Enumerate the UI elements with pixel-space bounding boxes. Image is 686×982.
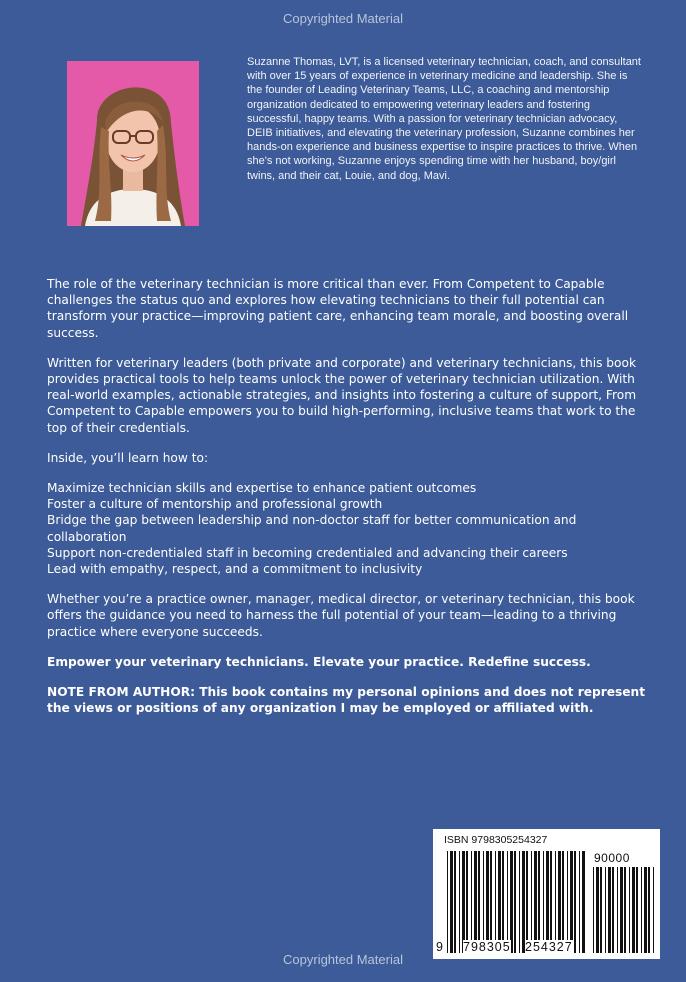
barcode-bar bbox=[617, 867, 618, 953]
barcode-bar bbox=[582, 851, 585, 953]
description-paragraph-2: Written for veterinary leaders (both private and corporate) and veterinary technicians, this book provides practical tools to help teams unlock the power of veterinary technician utilization. With real-world examples, actionable strategies, and insights into fostering a culture of support, From Competent to Capable empowers you to build high-performing, inclusive teams that work to the top of their credentials. bbox=[47, 355, 637, 435]
isbn-digit-group-2: 254327 bbox=[525, 940, 573, 954]
barcode-bar bbox=[466, 851, 468, 953]
list-item: Bridge the gap between leadership and non-doctor staff for better communication and collaboration bbox=[47, 513, 577, 544]
description-paragraph-1: The role of the veterinary technician is more critical than ever. From Competent to Capable challenges the status quo and explores how elevating technicians to their full potential can transform your practice—improving patient care, enhancing team morale, and boosting overall success. bbox=[47, 277, 629, 340]
barcode-bar bbox=[459, 851, 460, 953]
barcode-bar bbox=[562, 851, 564, 953]
barcode-bar bbox=[522, 851, 525, 953]
barcode-bar bbox=[507, 851, 508, 953]
barcode-bar bbox=[629, 867, 630, 953]
isbn-barcode bbox=[433, 829, 660, 959]
barcode-bar bbox=[490, 851, 492, 953]
barcode-bar bbox=[531, 851, 532, 953]
isbn-digit-first: 9 bbox=[436, 940, 444, 954]
barcode-bar bbox=[519, 851, 520, 953]
barcode-bar bbox=[653, 867, 654, 953]
barcode-bar bbox=[624, 867, 626, 953]
isbn-digit-group-1: 798305 bbox=[463, 940, 511, 954]
tagline: Empower your veterinary technicians. Elevate your practice. Redefine success. bbox=[47, 654, 591, 669]
barcode-bar bbox=[471, 851, 472, 953]
barcode-bar bbox=[462, 851, 465, 953]
barcode-bar bbox=[483, 851, 484, 953]
barcode-bar bbox=[454, 851, 456, 953]
watermark-top: Copyrighted Material bbox=[283, 11, 403, 26]
closing-paragraph: Whether you’re a practice owner, manager, medical director, or veterinary technician, this book offers the guidance you need to harness the full potential of your team—leading to a thriving practice where everyone succeeds. bbox=[47, 592, 635, 639]
barcode-bar bbox=[608, 867, 611, 953]
isbn-label: ISBN 9798305254327 bbox=[444, 834, 548, 846]
barcode-bar bbox=[558, 851, 561, 953]
barcode-bar bbox=[534, 851, 537, 953]
barcode-bar bbox=[648, 867, 650, 953]
list-item: Maximize technician skills and expertise to enhance patient outcomes bbox=[47, 481, 477, 496]
barcode-bar bbox=[450, 851, 453, 953]
barcode-bar bbox=[502, 851, 504, 953]
barcode-bar bbox=[600, 867, 602, 953]
barcode-bar bbox=[567, 851, 568, 953]
list-item: Foster a culture of mentorship and professional growth bbox=[47, 497, 383, 512]
barcode-bar bbox=[510, 851, 513, 953]
barcode-bar bbox=[596, 867, 599, 953]
barcode-bar bbox=[641, 867, 642, 953]
barcode-bar bbox=[570, 851, 573, 953]
barcode-bar bbox=[495, 851, 496, 953]
barcode-bar bbox=[605, 867, 606, 953]
book-description bbox=[47, 276, 647, 730]
list-item: Support non-credentialed staff in becoming credentialed and advancing their careers bbox=[47, 545, 568, 560]
author-photo bbox=[67, 61, 199, 226]
barcode-bar bbox=[555, 851, 556, 953]
price-code: 90000 bbox=[594, 851, 630, 865]
barcode-bar bbox=[612, 867, 614, 953]
barcode-bar bbox=[514, 851, 516, 953]
barcode-bar bbox=[644, 867, 647, 953]
barcode-bar bbox=[447, 851, 448, 953]
barcode-bar bbox=[538, 851, 540, 953]
learning-list bbox=[47, 480, 647, 577]
barcode-bar bbox=[579, 851, 580, 953]
barcode-bar bbox=[546, 851, 549, 953]
barcode-bar bbox=[574, 851, 576, 953]
barcode-bar bbox=[474, 851, 477, 953]
list-item: Lead with empathy, respect, and a commitment to inclusivity bbox=[47, 562, 423, 577]
barcode-bar bbox=[478, 851, 480, 953]
barcode-bar bbox=[636, 867, 638, 953]
barcode-bar bbox=[550, 851, 552, 953]
barcode-bar bbox=[632, 867, 635, 953]
author-portrait-illustration bbox=[67, 61, 199, 226]
author-note: NOTE FROM AUTHOR: This book contains my personal opinions and does not represent the views or positions of any organization I may be employed or affiliated with. bbox=[47, 685, 646, 716]
author-bio: Suzanne Thomas, LVT, is a licensed veterinary technician, coach, and consultant with over 15 years of experience in veterinary medicine and leadership. She is the founder of Leading Veterinary Teams, LLC, a coaching and mentorship organization dedicated to empowering veterinary leaders and fostering successful, happy teams. With a passion for veterinary technician advocacy, DEIB initiatives, and elevating the veterinary profession, Suzanne combines her hands-on experience and business expertise to inspire practices to thrive. When she's not working, Suzanne enjoys spending time with her husband, boy/girl twins, and their cat, Louie, and dog, Mavi. bbox=[247, 56, 641, 182]
barcode-bar bbox=[486, 851, 489, 953]
barcode-bar bbox=[543, 851, 544, 953]
inside-intro: Inside, you’ll learn how to: bbox=[47, 450, 209, 465]
barcode-bar bbox=[593, 867, 594, 953]
barcode-bar bbox=[620, 867, 623, 953]
watermark-bottom: Copyrighted Material bbox=[283, 952, 403, 967]
barcode-bar bbox=[498, 851, 501, 953]
barcode-bar bbox=[526, 851, 528, 953]
